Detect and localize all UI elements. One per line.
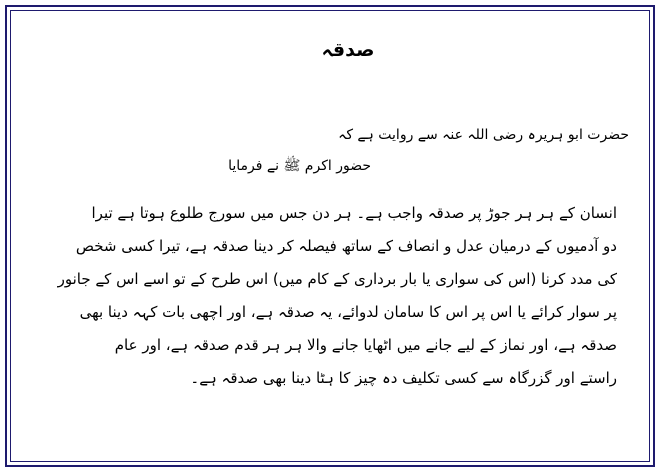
- hadith-body: [57, 197, 617, 395]
- body-line: انسان کے ہر ہر جوڑ پر صدقہ واجب ہے۔ ہر دن جس میں سورج طلوع ہوتا ہے تیرا: [91, 204, 617, 222]
- body-line: پر سوار کرائے یا اس پر اس کا سامان لدوائے، یہ صدقہ ہے، اور اچھی بات کہہ دینا بھی: [79, 303, 617, 321]
- body-line: کی مدد کرنا (اس کی سواری یا بار برداری کے کام میں) اس طرح کے تو اسے اس کے جانور: [57, 270, 617, 288]
- hadith-intro: حضرت ابو ہریرہ رضی اللہ عنہ سے روایت ہے کہ: [338, 127, 629, 143]
- narrator-line: حضور اکرم ﷺ نے فرمایا: [228, 158, 371, 174]
- body-line: دو آدمیوں کے درمیان عدل و انصاف کے ساتھ فیصلہ کر دینا صدقہ ہے، تیرا کسی شخص: [75, 237, 617, 255]
- document-frame: [5, 5, 655, 467]
- document-title: صدقہ: [321, 39, 375, 61]
- body-line: راستے اور گزرگاہ سے کسی تکلیف دہ چیز کا ہٹا دینا بھی صدقہ ہے۔: [190, 369, 617, 387]
- body-line: صدقہ ہے، اور نماز کے لیے جانے میں اٹھایا جانے والا ہر ہر قدم صدقہ ہے، اور عام: [114, 336, 617, 354]
